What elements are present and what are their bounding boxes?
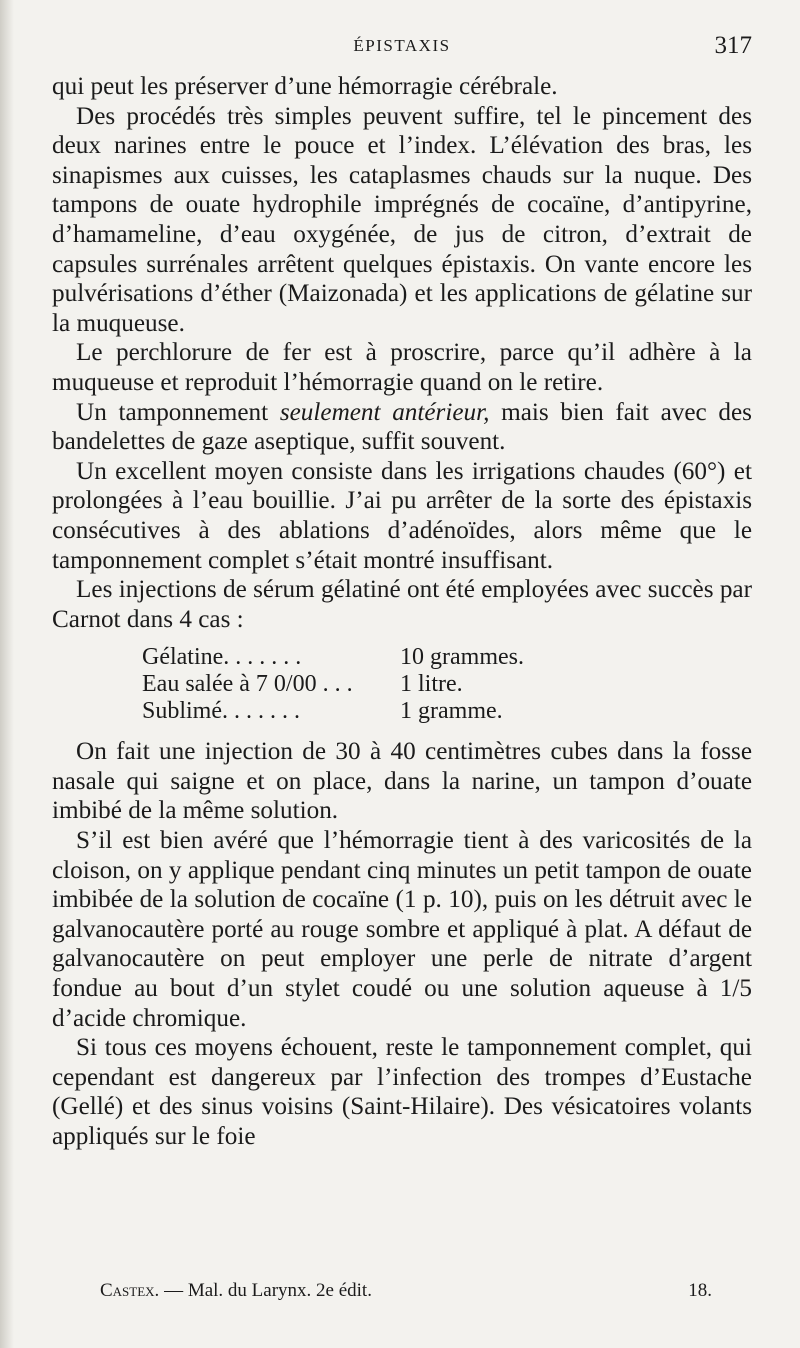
paragraph: Si tous ces moyens échouent, reste le tamponnement complet, qui cependant est dangereux par l’infection des trompes d’Eustache (Gellé) et des sinus voisins (Saint-Hilaire). Des vésicatoires volants appliqués sur le foie: [52, 1034, 752, 1150]
emphasis: seulement antérieur,: [279, 398, 490, 426]
recipe-row: [142, 644, 752, 671]
page-header: [52, 26, 752, 66]
paragraph: On fait une injection de 30 à 40 centimètres cubes dans la fosse nasale qui saigne et on place, dans la narine, un tampon d’ouate imbibé de la même solution.: [52, 738, 752, 825]
recipe-table: [142, 644, 752, 725]
page-footer: [100, 1280, 712, 1302]
paragraph: Les injections de sérum gélatiné ont été employées avec succès par Carnot dans 4 cas :: [52, 576, 752, 633]
footer-reference: Castex. — Mal. du Larynx. 2e édit.: [100, 1280, 372, 1301]
paragraph: Des procédés très simples peuvent suffire, tel le pincement des deux narines entre le pouce et l’index. L’élévation des bras, les sinapismes aux cuisses, les cataplasmes chauds sur la nuque. Des tampons de ouate hydrophile imprégnés de cocaïne, d’antipyrine, d’hamameline, d’eau oxygénée, de jus de citron, d’extrait de capsules surrénales arrêtent quelques épistaxis. On vante encore les pulvérisations d’éther (Maizonada) et les applications de gélatine sur la muqueuse.: [52, 102, 752, 337]
quantity: 1 litre.: [400, 671, 463, 698]
body-text: [52, 72, 752, 1152]
paragraph: [52, 398, 752, 457]
page-number: 317: [714, 32, 752, 59]
recipe-row: [142, 671, 752, 698]
recipe-row: [142, 698, 752, 725]
paragraph: S’il est bien avéré que l’hémorragie tient à des varicosités de la cloison, on y applique pendant cinq minutes un petit tampon de ouate imbibée de la solution de cocaïne (1 p. 10), puis on les détruit avec le galvanocautère porté au rouge sombre et appliqué à plat. A défaut de galvanocautère on peut employer une perle de nitrate d’argent fondue au bout d’un stylet coudé ou une solution aqueuse à 1/5 d’acide chromique.: [52, 827, 752, 1032]
signature-mark: 18.: [688, 1280, 712, 1301]
quantity: 1 gramme.: [400, 698, 503, 725]
ingredient: Eau salée à 7 0/00 . . .: [142, 671, 353, 698]
paragraph: Un excellent moyen consiste dans les irrigations chaudes (60°) et prolongées à l’eau bouillie. J’ai pu arrêter de la sorte des épistaxis consécutives à des ablations d’adénoïdes, alors même que le tamponnement complet s’était montré insuffisant.: [52, 457, 752, 574]
paragraph: qui peut les préserver d’une hémorragie cérébrale.: [52, 73, 558, 100]
paragraph: Le perchlorure de fer est à proscrire, parce qu’il adhère à la muqueuse et reproduit l’hémorragie quand on le retire.: [52, 339, 752, 396]
ingredient: Gélatine. . . . . . .: [142, 644, 302, 671]
running-title: ÉPISTAXIS: [353, 36, 451, 55]
quantity: 10 grammes.: [400, 644, 524, 671]
text-run: mais bien fait avec des bandelettes de gaze aseptique, suffit souvent.: [52, 398, 752, 456]
ingredient: Sublimé. . . . . . .: [142, 698, 301, 725]
text-run: Un tamponnement: [76, 398, 280, 426]
